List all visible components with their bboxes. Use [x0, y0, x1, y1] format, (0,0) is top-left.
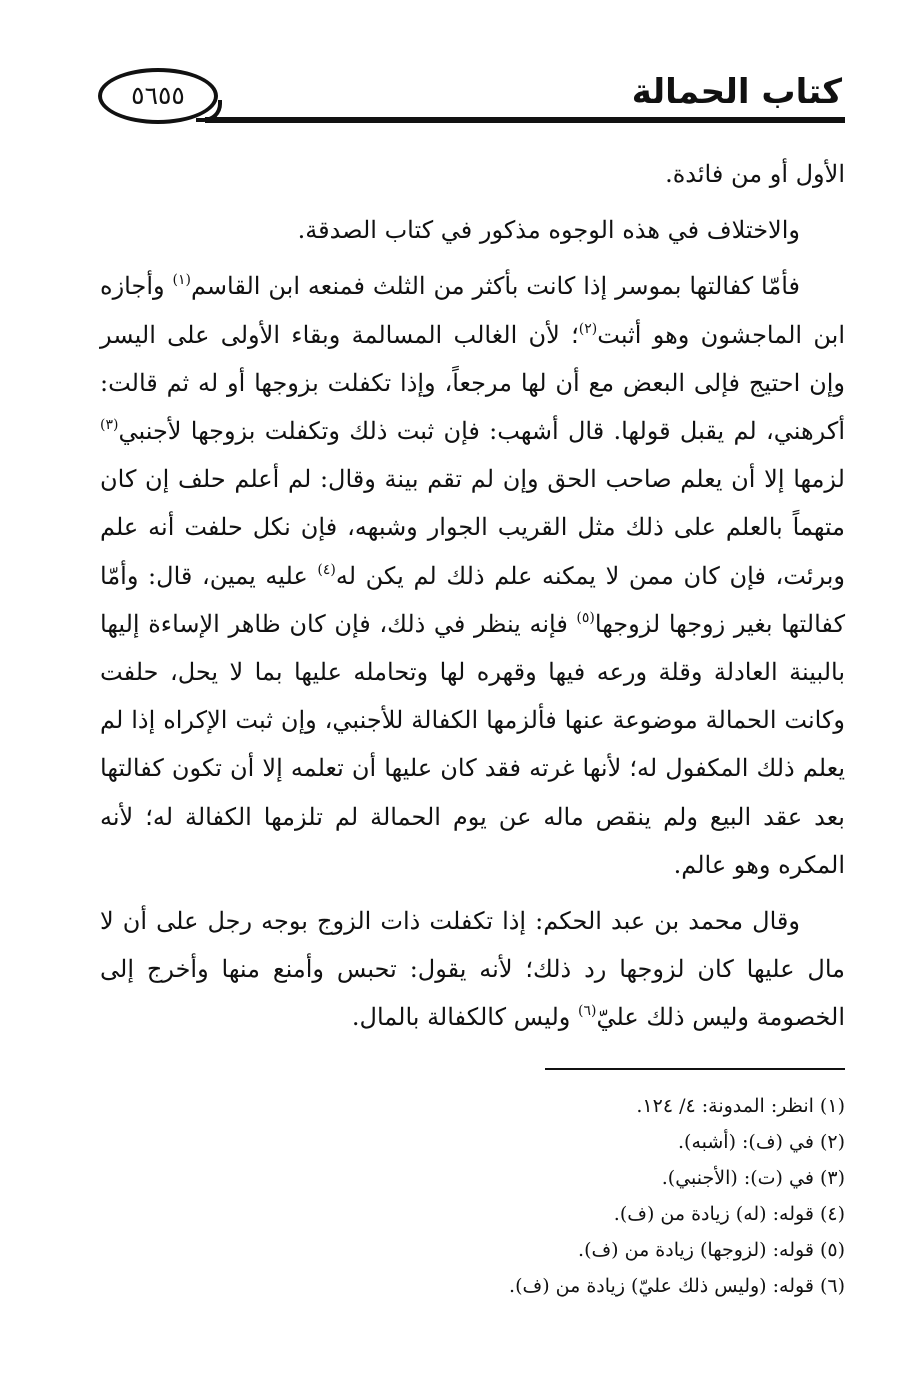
paragraph	[100, 897, 845, 1042]
footnote-ref: (١)	[172, 272, 191, 289]
footnote-ref: (٤)	[317, 561, 336, 578]
text-run: الأول أو من فائدة.	[665, 160, 845, 188]
text-run: عليه يمين، قال: وأمّا كفالتها بغير زوجها لزوجها	[100, 561, 845, 638]
paragraph	[100, 206, 845, 254]
main-text	[100, 150, 845, 1050]
footnote-ref: (٢)	[578, 320, 598, 337]
footnote-item: (٢) في (ف): (أشبه).	[678, 1131, 845, 1153]
page-number: ٥٦٥٥	[131, 81, 185, 110]
text-run: والاختلاف في هذه الوجوه مذكور في كتاب الصدقة.	[297, 216, 800, 245]
page-header-title: كتاب الحمالة	[631, 72, 842, 112]
footnote-item: (٥) قوله: (لزوجها) زيادة من (ف).	[578, 1239, 845, 1261]
footnote-ref: (٥)	[576, 609, 595, 626]
footnote-item: (٤) قوله: (له) زيادة من (ف).	[613, 1203, 845, 1225]
text-run: وقال محمد بن عبد الحكم: إذا تكفلت ذات الزوج بوجه رجل على أن لا مال عليها كان لزوجها رد ذلك؛ لأنه يقول: تحبس وأمنع منها وأخرج إلى الخصومة وليس ذلك عليّ	[100, 907, 845, 1032]
text-run: وأجازه ابن الماجشون وهو أثبت	[100, 272, 845, 349]
text-run: فإنه ينظر في ذلك، فإن كان ظاهر الإساءة إليها بالبينة العادلة وقلة ورعه فيها وقهره لها وتحامله عليها بما لا يحل، حلفت وكانت الحمالة موضوعة عنها فألزمها الكفالة للأجنبي، وإن ثبت الإكراه إذا لم يعلم ذلك المكفول له؛ لأنها غرته فقد كان عليها أن تعلمه إلا أن تكون كفالتها بعد عقد البيع ولم ينقص ماله عن يوم الحمالة لم تلزمها الكفالة له؛ لأنه المكره وهو عالم.	[100, 609, 845, 879]
footnotes	[100, 1088, 845, 1304]
text-run: ؛ لأن الغالب المسالمة وبقاء الأولى على اليسر وإن احتيج فإلى البعض مع أن لها مرجعاً، وإذا تكفلت بزوجها أو له ثم قالت: أكرهني، لم يقبل قولها. قال أشهب: فإن ثبت ذلك وتكفلت بزوجها لأجنبي	[100, 320, 845, 446]
footnote-separator	[545, 1068, 845, 1070]
text-run: فأمّا كفالتها بموسر إذا كانت بأكثر من الثلث فمنعه ابن القاسم	[190, 272, 801, 301]
text-run: لزمها إلا أن يعلم صاحب الحق وإن لم تقم بينة وقال: لم أعلم حلف إن كان متهماً بالعلم على ذلك مثل القريب الجوار وشبهه، فإن نكل حلفت أنه علم وبرئت، فإن كان ممن لا يمكنه علم ذلك لم يكن له	[100, 465, 845, 590]
footnote-ref: (٣)	[100, 417, 119, 434]
footnote-ref: (٦)	[578, 1003, 597, 1020]
footnote-item: (١) انظر: المدونة: ٤/ ١٢٤.	[636, 1095, 845, 1117]
footnote-item: (٦) قوله: (وليس ذلك عليّ) زيادة من (ف).	[509, 1275, 845, 1297]
paragraph	[100, 150, 845, 198]
paragraph	[100, 262, 845, 889]
footnote-item: (٣) في (ت): (الأجنبي).	[661, 1167, 845, 1189]
header-rule	[205, 117, 845, 123]
text-run: وليس كالكفالة بالمال.	[351, 1003, 578, 1032]
